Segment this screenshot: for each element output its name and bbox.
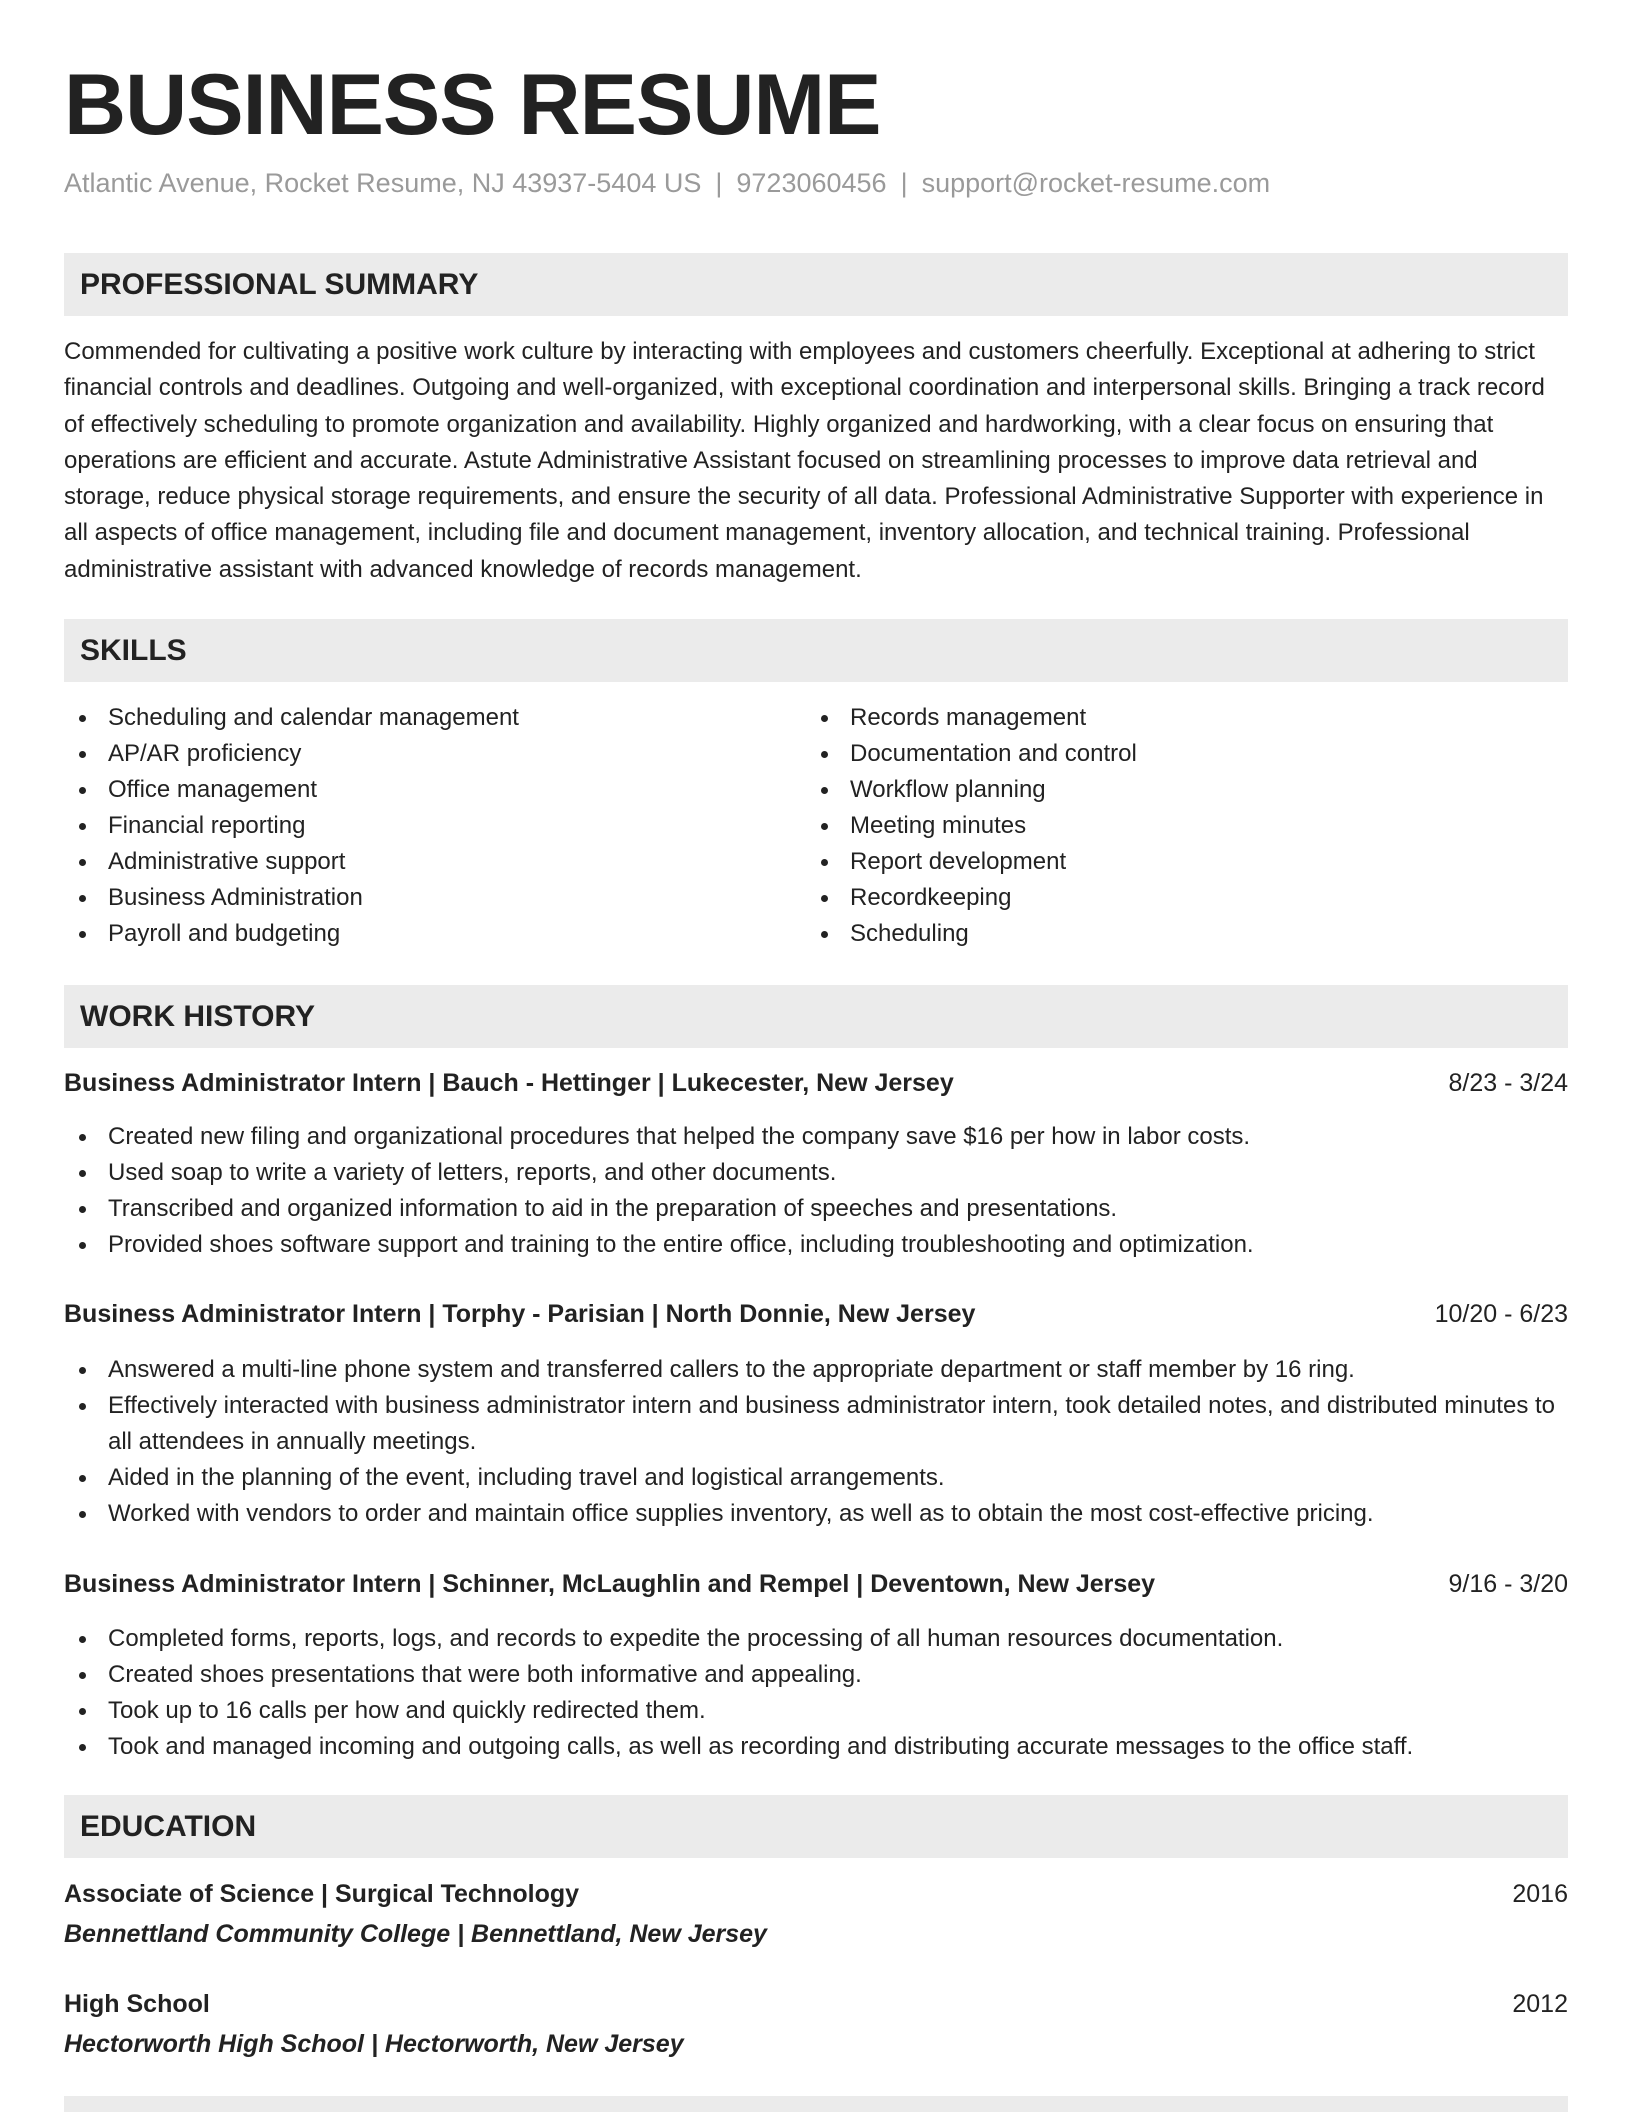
skills-column-left — [64, 700, 806, 952]
job-duty: Created shoes presentations that were both informative and appealing. — [64, 1657, 1568, 1693]
job-title: Business Administrator Intern | Bauch - Hettinger | Lukecester, New Jersey — [64, 1069, 954, 1097]
job-header — [64, 1069, 1568, 1098]
job-duty: Took up to 16 calls per how and quickly redirected them. — [64, 1693, 1568, 1729]
job-title: Business Administrator Intern | Torphy - Parisian | North Donnie, New Jersey — [64, 1300, 976, 1328]
contact-separator: | — [715, 168, 723, 198]
job-duties — [64, 1621, 1568, 1765]
job-header — [64, 1300, 1568, 1329]
job-duty: Effectively interacted with business administrator intern and business administrator intern, took detailed notes, and distributed minutes to all attendees in annually meetings. — [64, 1388, 1568, 1460]
skills-heading: SKILLS — [64, 619, 1568, 682]
job-date: 8/23 - 3/24 — [1448, 1069, 1568, 1097]
contact-phone: 9723060456 — [736, 168, 887, 198]
skill-item: Scheduling and calendar management — [64, 700, 806, 736]
education-heading: EDUCATION — [64, 1795, 1568, 1858]
job-duty: Answered a multi-line phone system and transferred callers to the appropriate department or staff member by 16 ring. — [64, 1352, 1568, 1388]
job-duty: Provided shoes software support and training to the entire office, including troubleshooting and optimization. — [64, 1227, 1568, 1263]
education-year: 2012 — [1512, 1990, 1568, 2018]
education-year: 2016 — [1512, 1880, 1568, 1908]
job-duties — [64, 1119, 1568, 1263]
job-date: 10/20 - 6/23 — [1434, 1300, 1568, 1328]
job-duty: Aided in the planning of the event, including travel and logistical arrangements. — [64, 1460, 1568, 1496]
job-duty: Transcribed and organized information to aid in the preparation of speeches and presentations. — [64, 1191, 1568, 1227]
job-duty: Worked with vendors to order and maintain office supplies inventory, as well as to obtain the most cost-effective pricing. — [64, 1496, 1568, 1532]
education-school: Hectorworth High School | Hectorworth, New Jersey — [64, 2030, 684, 2058]
skills-column-right — [806, 700, 1548, 952]
education-degree: Associate of Science | Surgical Technology — [64, 1880, 580, 1908]
contact-line — [64, 168, 1270, 199]
skill-item: Administrative support — [64, 844, 806, 880]
job-duty: Took and managed incoming and outgoing calls, as well as recording and distributing accurate messages to the office staff. — [64, 1729, 1568, 1765]
skill-item: Recordkeeping — [806, 880, 1548, 916]
summary-text: Commended for cultivating a positive work culture by interacting with employees and customers cheerfully. Exceptional at adhering to strict financial controls and deadlines. Outgoing and well-organized, with exceptional coordination and interpersonal skills. Bringing a track record of effectively scheduling to promote organization and availability. Highly organized and hardworking, with a clear focus on ensuring that operations are efficient and accurate. Astute Administrative Assistant focused on streamlining processes to improve data retrieval and storage, reduce physical storage requirements, and ensure the security of all data. Professional Administrative Supporter with experience in all aspects of office management, including file and document management, inventory allocation, and technical training. Professional administrative assistant with advanced knowledge of records management. — [64, 338, 1545, 583]
skill-item: Records management — [806, 700, 1548, 736]
skill-item: Business Administration — [64, 880, 806, 916]
education-degree: High School — [64, 1990, 210, 2018]
contact-separator: | — [900, 168, 908, 198]
candidate-name: BUSINESS RESUME — [64, 57, 881, 153]
education-header — [64, 1880, 1568, 1909]
education-header — [64, 1990, 1568, 2019]
job-duty: Completed forms, reports, logs, and records to expedite the processing of all human resources documentation. — [64, 1621, 1568, 1657]
work-heading: WORK HISTORY — [64, 985, 1568, 1048]
job-duties — [64, 1352, 1568, 1532]
skill-item: Documentation and control — [806, 736, 1548, 772]
job-duty: Used soap to write a variety of letters, reports, and other documents. — [64, 1155, 1568, 1191]
skill-item: Meeting minutes — [806, 808, 1548, 844]
education-school: Bennettland Community College | Bennettland, New Jersey — [64, 1920, 767, 1948]
skill-item: Financial reporting — [64, 808, 806, 844]
contact-email: support@rocket-resume.com — [921, 168, 1271, 198]
skills-list — [64, 700, 1568, 952]
skill-item: Report development — [806, 844, 1548, 880]
job-date: 9/16 - 3/20 — [1448, 1570, 1568, 1598]
job-duty: Created new filing and organizational procedures that helped the company save $16 per how in labor costs. — [64, 1119, 1568, 1155]
skill-item: Scheduling — [806, 916, 1548, 952]
summary-heading: PROFESSIONAL SUMMARY — [64, 253, 1568, 316]
skill-item: Workflow planning — [806, 772, 1548, 808]
contact-address: Atlantic Avenue, Rocket Resume, NJ 43937-5404 US — [64, 168, 702, 198]
skill-item: Office management — [64, 772, 806, 808]
job-header — [64, 1570, 1568, 1599]
skill-item: Payroll and budgeting — [64, 916, 806, 952]
job-title: Business Administrator Intern | Schinner, McLaughlin and Rempel | Deventown, New Jersey — [64, 1570, 1156, 1598]
skill-item: AP/AR proficiency — [64, 736, 806, 772]
next-section-bar — [64, 2096, 1568, 2112]
